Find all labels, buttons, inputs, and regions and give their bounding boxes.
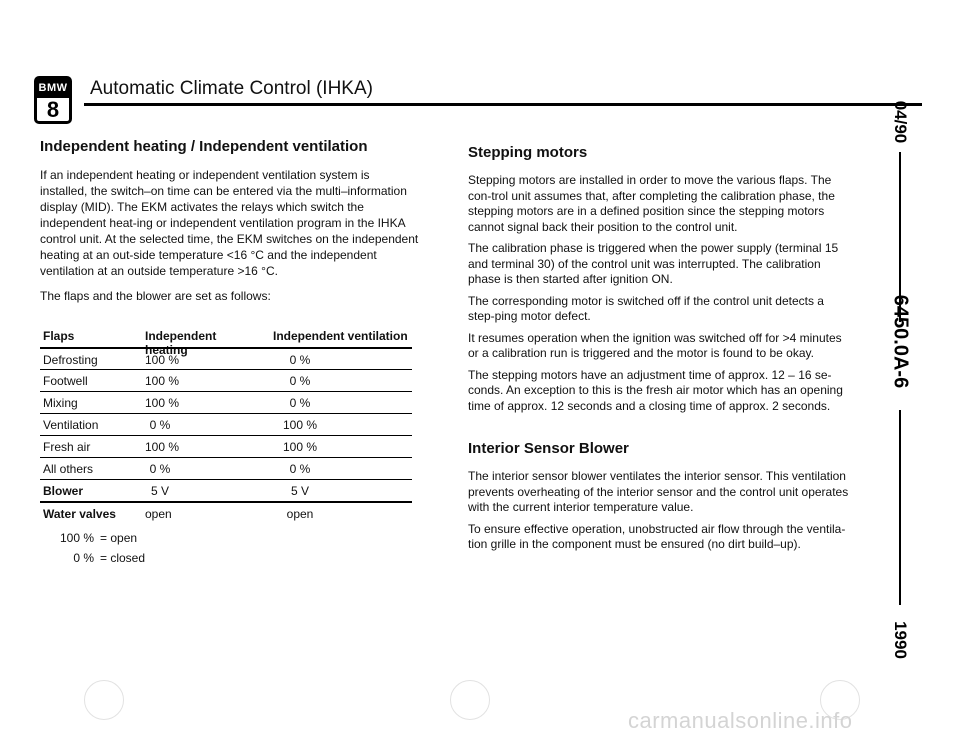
paragraph: The stepping motors have an adjustment time of approx. 12 – 16 se-conds. An exception to this is the fresh air motor which has an opening time of approx. 12 seconds and a closing time of approx. 2 seconds. [468, 367, 843, 413]
table-row [40, 369, 412, 391]
table-row [40, 479, 412, 501]
margin-date: 04/90 [891, 100, 910, 144]
table-cell: 0 % [289, 374, 311, 388]
document-title: Automatic Climate Control (IHKA) [90, 78, 373, 99]
table-cell: open [145, 507, 172, 521]
legend-item [42, 528, 172, 548]
table-cell: Water valves [43, 507, 116, 521]
right-column [468, 144, 853, 559]
paragraph: The calibration phase is triggered when the power supply (terminal 15 and terminal 30) of the control unit was interrupted. The calibration phase is then started after ignition ON. [468, 241, 839, 286]
punch-hole-circle [84, 680, 124, 720]
table-cell: 100 % [145, 353, 180, 367]
legend-item [42, 548, 172, 568]
column-header: Flaps [43, 329, 75, 343]
column-header: Independent heating [145, 329, 217, 357]
watermark: carmanualsonline.info [628, 708, 853, 733]
margin-year: 1990 [891, 621, 910, 659]
table-cell: Footwell [43, 374, 88, 388]
legend-meaning: = closed [100, 551, 146, 565]
table-cell: 100 % [145, 440, 180, 454]
paragraph: The flaps and the blower are set as follows: [40, 289, 271, 303]
table-row [40, 501, 412, 523]
table-cell: 0 % [149, 462, 171, 476]
margin-code: 6450.0A-6 [889, 294, 912, 389]
paragraph: It resumes operation when the ignition was switched off for >4 minutes or a calibration run is triggered and the motor is found to be okay. [468, 330, 842, 360]
table-cell: open [286, 507, 314, 521]
table-cell: 100 % [282, 418, 318, 432]
table-cell: 0 % [149, 418, 171, 432]
page-header [34, 76, 884, 126]
table-row [40, 347, 412, 369]
column-header: Independent ventilation [273, 329, 408, 343]
table-row [40, 413, 412, 435]
table-cell: 0 % [289, 353, 311, 367]
bmw-logo-number: 8 [46, 97, 60, 122]
table-cell: 100 % [282, 440, 318, 454]
table-cell: Fresh air [43, 440, 91, 454]
table-cell: 5 V [150, 484, 169, 498]
table-cell: Ventilation [43, 418, 99, 432]
paragraph: The corresponding motor is switched off if the control unit detects a step-ping motor defect. [468, 293, 824, 323]
table-header [40, 327, 412, 357]
table-cell: All others [43, 462, 94, 476]
section-heading-interior-sensor-blower: Interior Sensor Blower [468, 440, 629, 457]
section-heading-stepping-motors: Stepping motors [468, 144, 588, 161]
bmw-logo [34, 76, 72, 124]
table-cell: 0 % [289, 396, 311, 410]
legend-meaning: = open [100, 531, 138, 545]
flaps-table [40, 327, 412, 523]
paragraph: To ensure effective operation, unobstructed air flow through the ventila-tion grille in the component must be ensured (no dirt build–up). [468, 521, 846, 551]
table-cell: Blower [43, 484, 84, 498]
section-heading-independent: Independent heating / Independent ventilation [40, 138, 368, 155]
table-cell: Mixing [43, 396, 78, 410]
paragraph: If an independent heating or independent ventilation system is installed, the switch–on time can be entered via the multi–information display (MID). The EKM activates the relays which switch the independent heat-ing or independent ventilation program in the IHKA control unit. At the selected time, the EKM switches on the independent heating at an out-side temperature <16 °C and the independent ventilation at an outside temperature >16 °C. [40, 168, 419, 278]
bmw-logo-text: BMW [37, 79, 69, 98]
table-cell: 100 % [145, 374, 180, 388]
legend-value: 0 % [73, 551, 94, 565]
table-row [40, 457, 412, 479]
legend-value: 100 % [59, 531, 94, 545]
header-rule [84, 103, 922, 106]
margin-rule-2 [899, 410, 901, 605]
table-cell: 0 % [289, 462, 311, 476]
punch-hole-circle [450, 680, 490, 720]
paragraph: The interior sensor blower ventilates the interior sensor. This ventilation prevents overheating of the interior sensor and the control unit operates with the current interior temperature value. [468, 469, 849, 514]
legend [42, 528, 172, 568]
table-row [40, 391, 412, 413]
table-row [40, 435, 412, 457]
left-column [40, 138, 420, 313]
table-cell: Defrosting [43, 353, 98, 367]
table-cell: 5 V [290, 484, 309, 498]
paragraph: Stepping motors are installed in order to move the various flaps. The con-trol unit assumes that, after completing the calibration phase, the stepping motors are in a defined position since the stepping motors cannot signal back their position to the control unit. [468, 173, 835, 234]
table-cell: 100 % [145, 396, 180, 410]
